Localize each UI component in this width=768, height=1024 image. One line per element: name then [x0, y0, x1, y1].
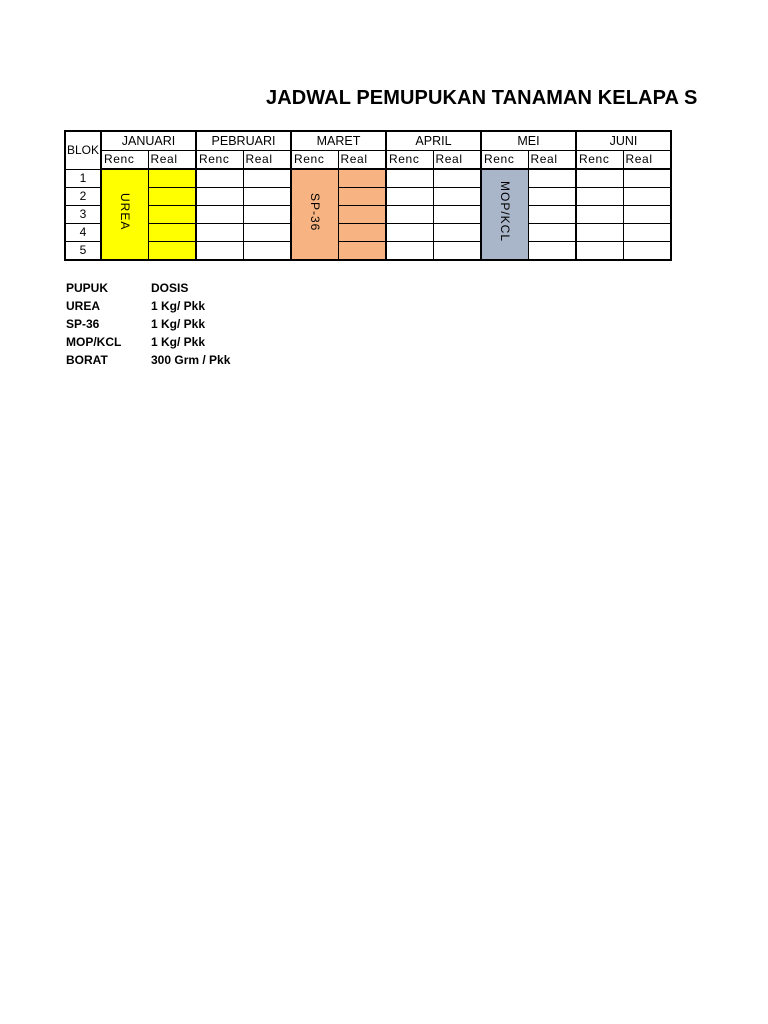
cell[interactable] — [623, 188, 671, 206]
real-header: Real — [433, 151, 481, 170]
real-header: Real — [528, 151, 576, 170]
cell[interactable] — [196, 242, 243, 261]
real-header: Real — [338, 151, 386, 170]
cell[interactable] — [243, 206, 291, 224]
blok-number: 4 — [65, 224, 101, 242]
cell[interactable] — [433, 206, 481, 224]
table-row — [65, 169, 671, 188]
cell[interactable] — [433, 169, 481, 188]
cell[interactable] — [148, 169, 196, 188]
cell[interactable] — [623, 242, 671, 261]
urea-label: UREA — [117, 193, 132, 231]
cell[interactable] — [623, 206, 671, 224]
blok-number: 5 — [65, 242, 101, 261]
table-row — [65, 242, 671, 261]
cell[interactable] — [243, 169, 291, 188]
cell[interactable] — [576, 224, 623, 242]
cell[interactable] — [148, 188, 196, 206]
blok-number: 1 — [65, 169, 101, 188]
legend-row — [66, 297, 230, 315]
table-row — [65, 206, 671, 224]
cell[interactable] — [196, 206, 243, 224]
renc-header: Renc — [196, 151, 243, 170]
dosis-value: 1 Kg/ Pkk — [151, 335, 206, 349]
cell[interactable] — [433, 188, 481, 206]
dosis-value: 300 Grm / Pkk — [151, 353, 231, 367]
dosis-header: DOSIS — [151, 281, 189, 295]
pupuk-name: MOP/KCL — [66, 335, 122, 349]
renc-header: Renc — [576, 151, 623, 170]
cell[interactable] — [196, 224, 243, 242]
legend-header-row — [66, 279, 230, 297]
cell[interactable] — [528, 224, 576, 242]
dosis-value: 1 Kg/ Pkk — [151, 317, 206, 331]
cell[interactable] — [386, 206, 433, 224]
legend-row — [66, 315, 230, 333]
legend-row — [66, 351, 230, 369]
cell[interactable] — [243, 224, 291, 242]
cell[interactable] — [148, 224, 196, 242]
cell[interactable] — [338, 169, 386, 188]
pupuk-name: SP-36 — [66, 317, 100, 331]
cell[interactable] — [576, 206, 623, 224]
cell[interactable] — [338, 242, 386, 261]
cell[interactable] — [623, 169, 671, 188]
real-header: Real — [243, 151, 291, 170]
cell[interactable] — [386, 169, 433, 188]
mop-kcl-label: MOP/KCL — [497, 181, 512, 243]
cell[interactable] — [386, 224, 433, 242]
renc-header: Renc — [101, 151, 148, 170]
cell[interactable] — [528, 169, 576, 188]
cell[interactable] — [148, 206, 196, 224]
pupuk-name: BORAT — [66, 353, 108, 367]
sp36-label: SP-36 — [307, 192, 322, 232]
urea-block[interactable] — [101, 169, 148, 260]
table-row — [65, 188, 671, 206]
renc-header: Renc — [291, 151, 338, 170]
real-header: Real — [623, 151, 671, 170]
cell[interactable] — [528, 242, 576, 261]
month-header: MARET — [291, 131, 386, 151]
mop-kcl-block[interactable] — [481, 169, 528, 260]
blok-number: 2 — [65, 188, 101, 206]
dosis-value: 1 Kg/ Pkk — [151, 299, 206, 313]
cell[interactable] — [338, 206, 386, 224]
legend-row — [66, 333, 230, 351]
cell[interactable] — [623, 224, 671, 242]
cell[interactable] — [433, 242, 481, 261]
month-header: PEBRUARI — [196, 131, 291, 151]
fertilizer-schedule-table — [64, 130, 672, 261]
month-header: JANUARI — [101, 131, 196, 151]
cell[interactable] — [528, 206, 576, 224]
month-header: MEI — [481, 131, 576, 151]
cell[interactable] — [148, 242, 196, 261]
cell[interactable] — [243, 188, 291, 206]
cell[interactable] — [528, 188, 576, 206]
cell[interactable] — [576, 169, 623, 188]
cell[interactable] — [243, 242, 291, 261]
cell[interactable] — [196, 169, 243, 188]
cell[interactable] — [386, 242, 433, 261]
cell[interactable] — [338, 188, 386, 206]
pupuk-name: UREA — [66, 299, 101, 313]
page-title: JADWAL PEMUPUKAN TANAMAN KELAPA S — [266, 87, 698, 109]
blok-number: 3 — [65, 206, 101, 224]
cell[interactable] — [433, 224, 481, 242]
month-header: JUNI — [576, 131, 671, 151]
cell[interactable] — [386, 188, 433, 206]
month-header: APRIL — [386, 131, 481, 151]
cell[interactable] — [196, 188, 243, 206]
renc-header: Renc — [481, 151, 528, 170]
table-row — [65, 224, 671, 242]
dosage-legend — [66, 279, 230, 369]
renc-header: Renc — [386, 151, 433, 170]
real-header: Real — [148, 151, 196, 170]
cell[interactable] — [576, 242, 623, 261]
pupuk-header: PUPUK — [66, 281, 109, 295]
cell[interactable] — [576, 188, 623, 206]
blok-header: BLOK — [65, 131, 101, 169]
sp36-block[interactable] — [291, 169, 338, 260]
cell[interactable] — [338, 224, 386, 242]
